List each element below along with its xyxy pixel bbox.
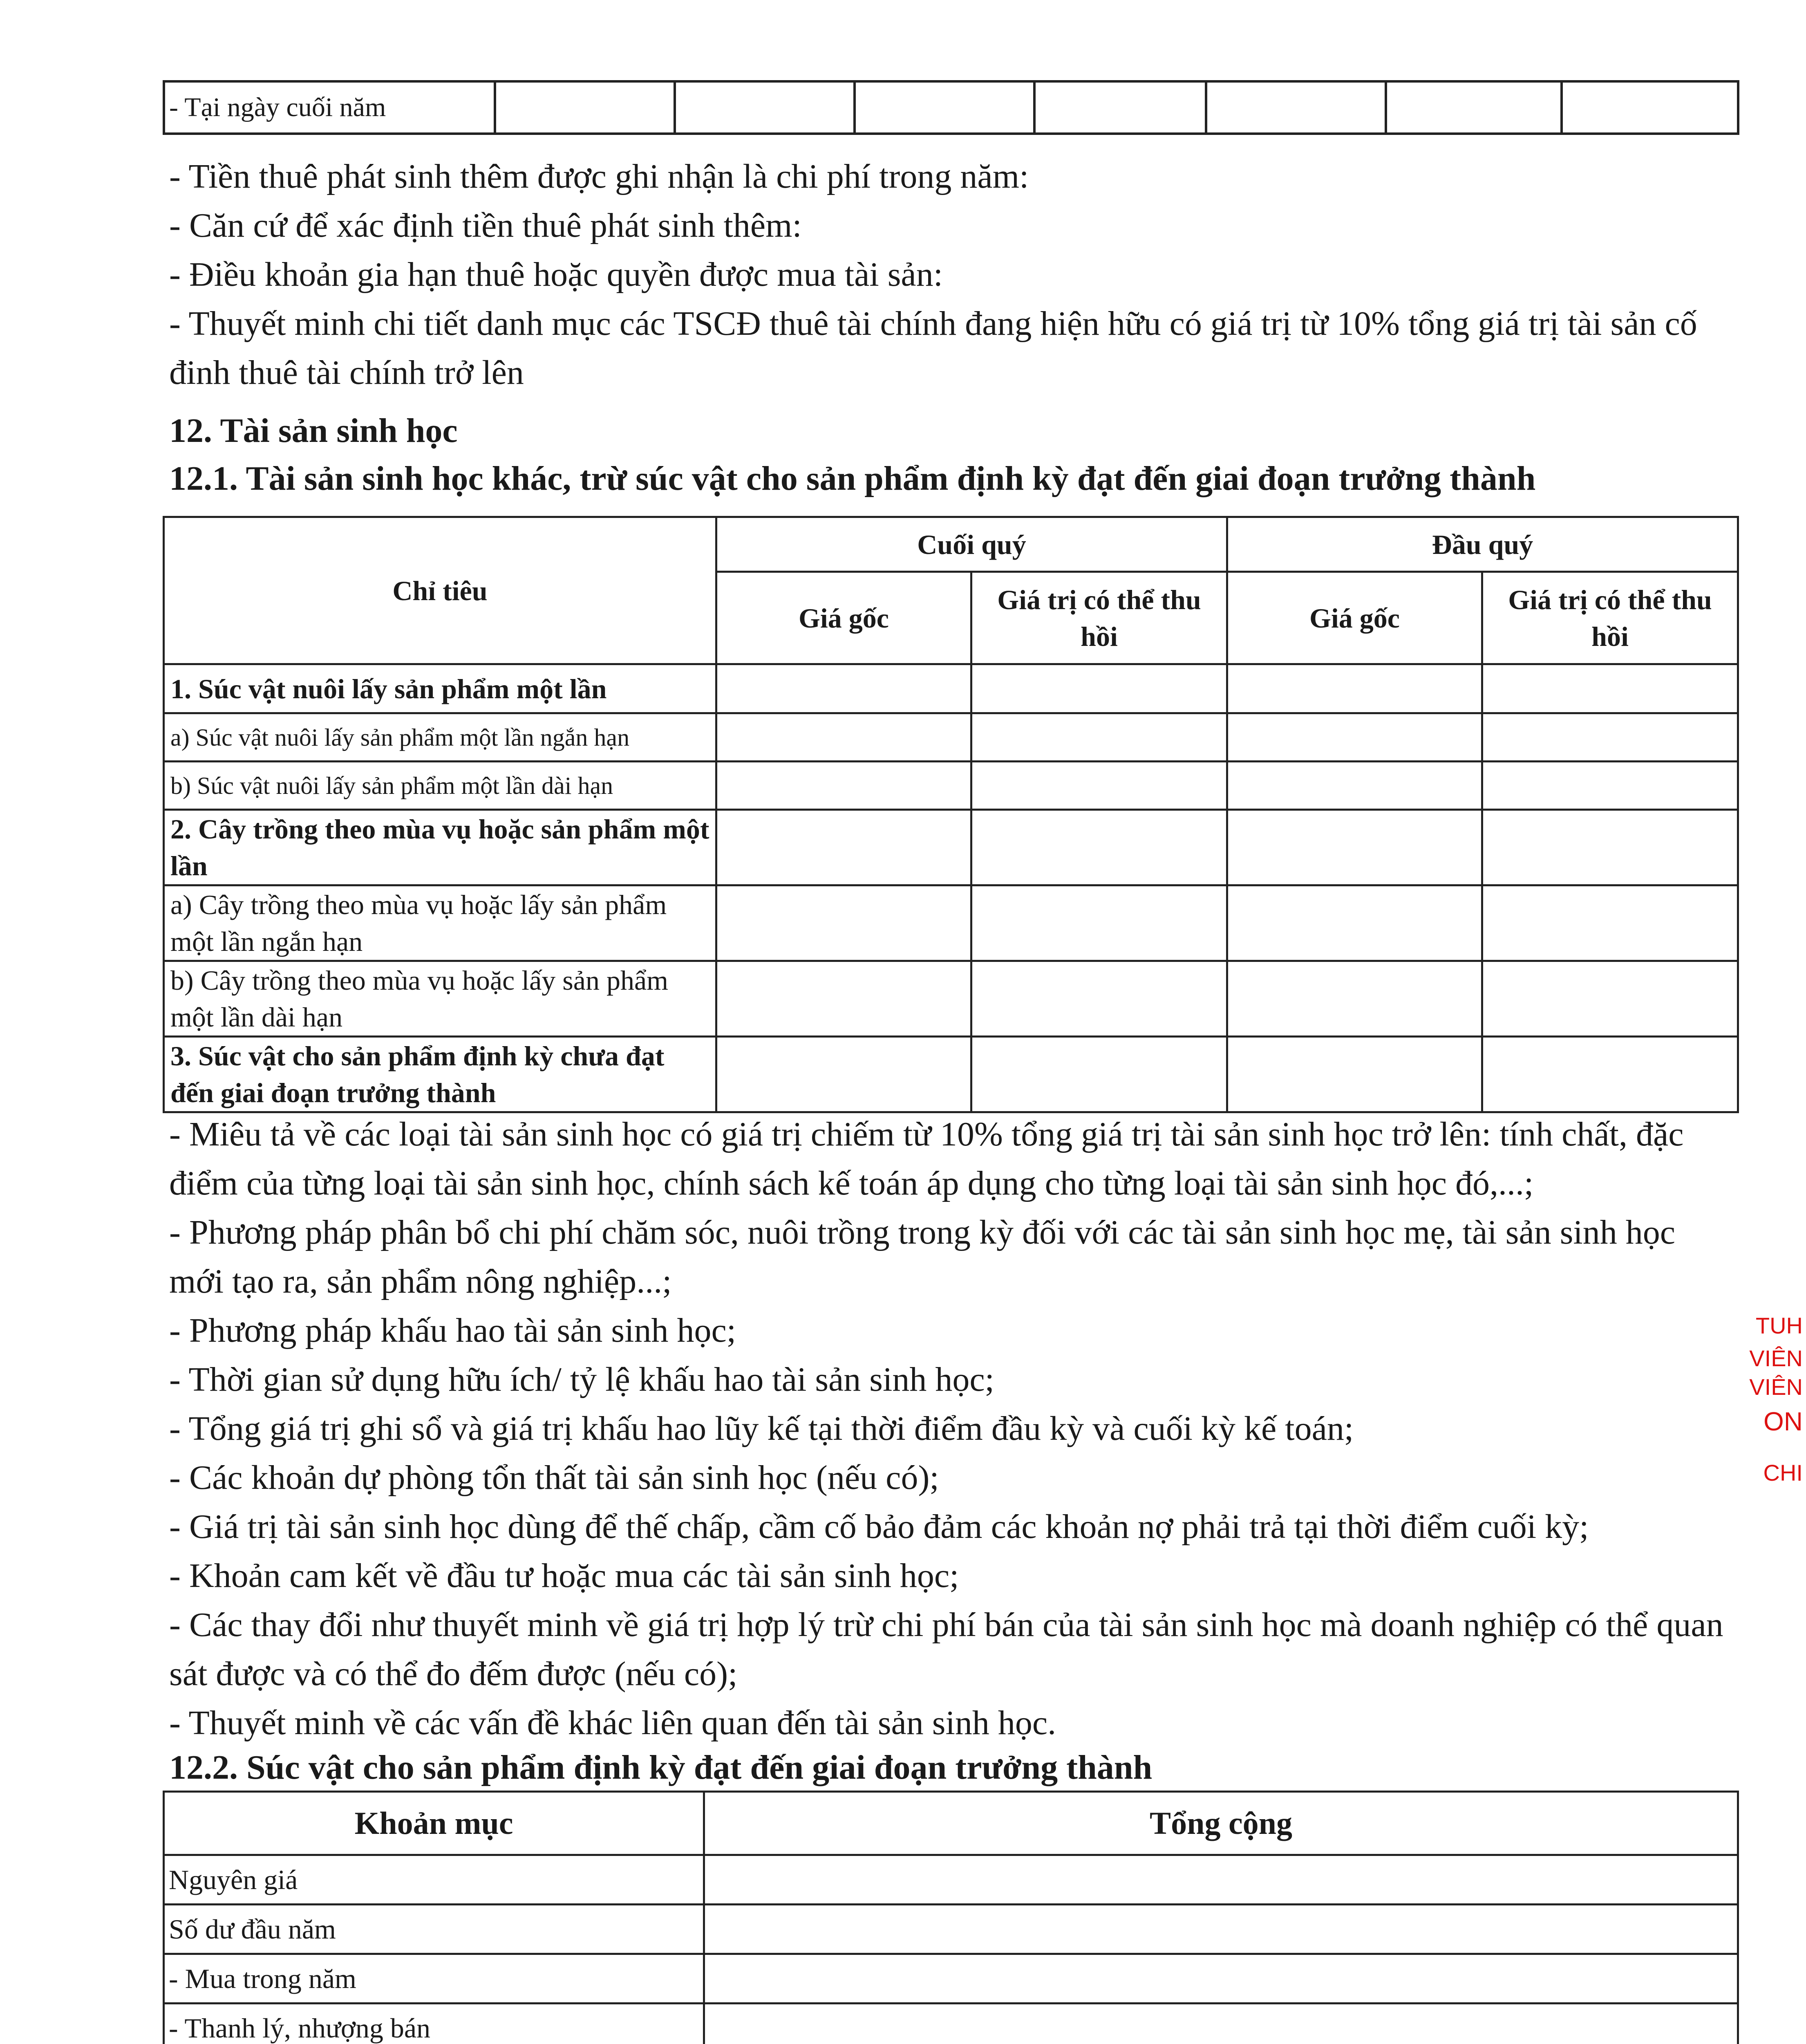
company-stamp-fragment: [1724, 1206, 1806, 1558]
table-cell: [971, 1037, 1227, 1112]
table-cell: [971, 961, 1227, 1037]
stamp-text: ON: [1763, 1407, 1803, 1436]
header-item: Khoản mục: [164, 1792, 704, 1855]
table-cell: [1227, 762, 1482, 810]
table-cell: [1034, 81, 1206, 134]
table-cell: [716, 885, 971, 961]
table-row: [164, 885, 1738, 961]
table-cell: [1482, 810, 1738, 885]
table-cell: [971, 664, 1227, 713]
lease-table-fragment: [163, 80, 1739, 135]
row-label: 3. Súc vật cho sản phẩm định kỳ chưa đạt đến giai đoạn trưởng thành: [164, 1037, 716, 1112]
row-label: - Mua trong năm: [164, 1954, 704, 2004]
table-cell: [1482, 961, 1738, 1037]
table-cell: [704, 1855, 1738, 1905]
subsection-heading: 12.1. Tài sản sinh học khác, trừ súc vật cho sản phẩm định kỳ đạt đến giai đoạn trưởng thành: [169, 459, 1536, 498]
header-cost: Giá gốc: [1227, 572, 1482, 664]
note-line: - Tiền thuê phát sinh thêm được ghi nhận là chi phí trong năm:: [169, 157, 1029, 195]
header-start-of-quarter: Đầu quý: [1227, 517, 1738, 572]
note-line: - Khoản cam kết về đầu tư hoặc mua các tài sản sinh học;: [169, 1557, 959, 1595]
header-end-of-quarter: Cuối quý: [716, 517, 1227, 572]
table-cell: [971, 810, 1227, 885]
biological-notes: [169, 1110, 1734, 1748]
table-row: [164, 810, 1738, 885]
note-line: - Thuyết minh về các vấn đề khác liên quan đến tài sản sinh học.: [169, 1704, 1056, 1742]
stamp-text: CHI: [1763, 1460, 1803, 1486]
row-label: 1. Súc vật nuôi lấy sản phẩm một lần: [164, 664, 716, 713]
note-line: - Giá trị tài sản sinh học dùng để thế chấp, cầm cố bảo đảm các khoản nợ phải trả tại thời điểm cuối kỳ;: [169, 1508, 1589, 1546]
row-label: Nguyên giá: [164, 1855, 704, 1905]
table-cell: [704, 1905, 1738, 1954]
biological-assets-table: [163, 516, 1739, 1113]
note-line: - Các khoản dự phòng tổn thất tài sản sinh học (nếu có);: [169, 1459, 939, 1497]
header-cost: Giá gốc: [716, 572, 971, 664]
section-heading: 12. Tài sản sinh học: [169, 412, 458, 450]
subsection-heading: 12.2. Súc vật cho sản phẩm định kỳ đạt đến giai đoạn trưởng thành: [169, 1748, 1153, 1786]
table-cell: [704, 2004, 1738, 2044]
table-cell: [716, 961, 971, 1037]
note-line: - Tổng giá trị ghi sổ và giá trị khấu hao lũy kế tại thời điểm đầu kỳ và cuối kỳ kế toán;: [169, 1410, 1354, 1448]
table-cell: [716, 810, 971, 885]
row-label: a) Súc vật nuôi lấy sản phẩm một lần ngắn hạn: [164, 713, 716, 762]
header-recoverable: Giá trị có thể thu hồi: [971, 572, 1227, 664]
table-cell: [1482, 1037, 1738, 1112]
stamp-text: VIÊN: [1749, 1345, 1803, 1371]
table-header-row: [164, 517, 1738, 572]
table-row: [164, 81, 1738, 134]
note-line: - Phương pháp phân bổ chi phí chăm sóc, nuôi trồng trong kỳ đối với các tài sản sinh học mẹ, tài sản sinh học mới tạo ra, sản phẩm nông nghiệp...;: [169, 1213, 1676, 1300]
table-cell: [1227, 713, 1482, 762]
row-label: - Thanh lý, nhượng bán: [164, 2004, 704, 2044]
header-recoverable: Giá trị có thể thu hồi: [1482, 572, 1738, 664]
table-header-row: [164, 1792, 1738, 1855]
table-row: [164, 2004, 1738, 2044]
table-row: [164, 1905, 1738, 1954]
table-cell: [716, 713, 971, 762]
table-cell: [1206, 81, 1386, 134]
table-cell: [1386, 81, 1562, 134]
table-cell: [971, 885, 1227, 961]
table-cell: [1227, 1037, 1482, 1112]
header-total: Tổng cộng: [704, 1792, 1738, 1855]
table-cell: [1482, 664, 1738, 713]
table-cell: [1227, 961, 1482, 1037]
row-label: Số dư đầu năm: [164, 1905, 704, 1954]
table-cell: [675, 81, 855, 134]
table-cell: [971, 713, 1227, 762]
table-cell: [1482, 762, 1738, 810]
note-line: - Thuyết minh chi tiết danh mục các TSCĐ thuê tài chính đang hiện hữu có giá trị từ 10% tổng giá trị tài sản cố đinh thuê tài chính trở lên: [169, 305, 1697, 392]
row-label: 2. Cây trồng theo mùa vụ hoặc sản phẩm một lần: [164, 810, 716, 885]
row-label: b) Súc vật nuôi lấy sản phẩm một lần dài hạn: [164, 762, 716, 810]
table-cell: [716, 762, 971, 810]
table-cell: [1227, 885, 1482, 961]
table-cell: [1227, 664, 1482, 713]
stamp-text: TUH: [1755, 1313, 1803, 1338]
note-line: - Căn cứ để xác định tiền thuê phát sinh thêm:: [169, 206, 802, 244]
note-line: - Phương pháp khấu hao tài sản sinh học;: [169, 1311, 736, 1349]
table-row: [164, 1855, 1738, 1905]
table-cell: [1227, 810, 1482, 885]
table-cell: [1482, 885, 1738, 961]
table-cell: [495, 81, 675, 134]
row-label: b) Cây trồng theo mùa vụ hoặc lấy sản phẩm một lần dài hạn: [164, 961, 716, 1037]
table-row: [164, 1954, 1738, 2004]
mature-livestock-table: [163, 1791, 1739, 2044]
note-line: - Thời gian sử dụng hữu ích/ tỷ lệ khấu hao tài sản sinh học;: [169, 1360, 994, 1399]
table-row: [164, 664, 1738, 713]
note-line: - Điều khoản gia hạn thuê hoặc quyền được mua tài sản:: [169, 256, 943, 294]
stamp-text: VIÊN: [1749, 1374, 1803, 1400]
table-row: [164, 1037, 1738, 1112]
table-cell: [716, 664, 971, 713]
table-cell: [971, 762, 1227, 810]
table-cell: [1482, 713, 1738, 762]
note-line: - Miêu tả về các loại tài sản sinh học có giá trị chiếm từ 10% tổng giá trị tài sản sinh học trở lên: tính chất, đặc điểm của từng loại tài sản sinh học, chính sách kế toán áp dụng cho từng loại tài sản sinh học đó,...;: [169, 1115, 1684, 1202]
table-row: [164, 762, 1738, 810]
table-row: [164, 713, 1738, 762]
note-line: - Các thay đổi như thuyết minh về giá trị hợp lý trừ chi phí bán của tài sản sinh học mà doanh nghiệp có thể quan sát được và có thể đo đếm được (nếu có);: [169, 1606, 1723, 1693]
lease-notes: [169, 152, 1734, 397]
table-cell: [855, 81, 1034, 134]
table-cell: [716, 1037, 971, 1112]
header-indicator: Chỉ tiêu: [164, 517, 716, 664]
table-cell: [704, 1954, 1738, 2004]
row-label: - Tại ngày cuối năm: [164, 81, 495, 134]
table-row: [164, 961, 1738, 1037]
row-label: a) Cây trồng theo mùa vụ hoặc lấy sản phẩm một lần ngắn hạn: [164, 885, 716, 961]
table-cell: [1562, 81, 1738, 134]
